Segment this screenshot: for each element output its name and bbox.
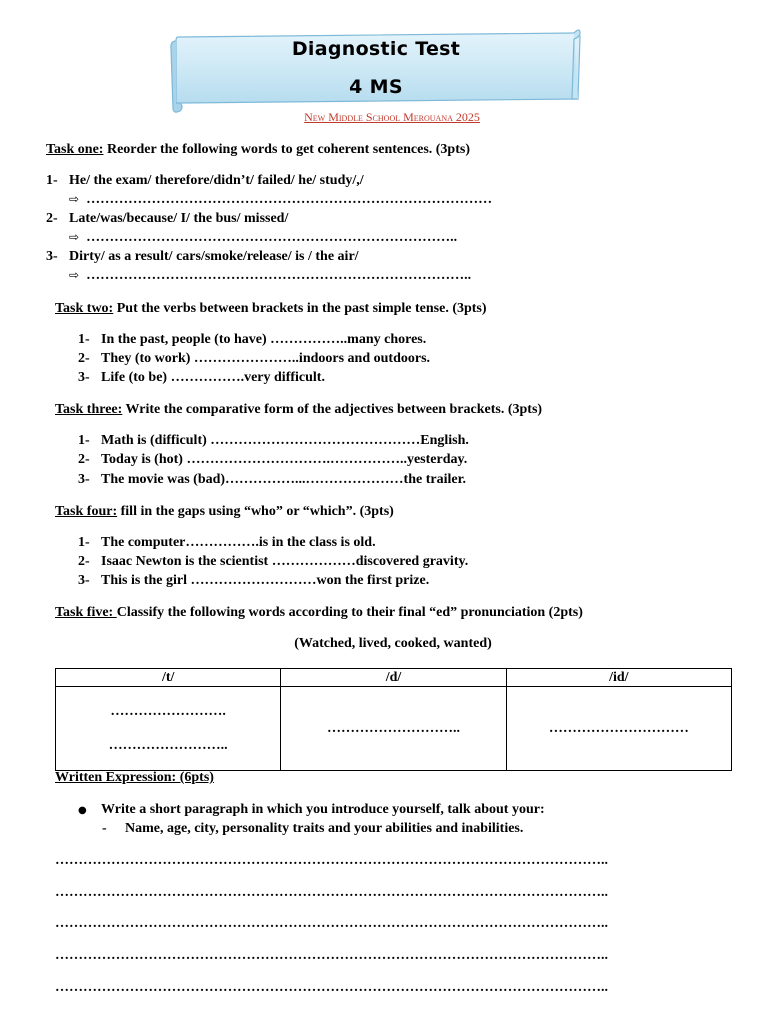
task-one-item [46, 211, 289, 227]
item-text: This is the girl ………………………won the first prize. [101, 573, 430, 588]
task-two-item [78, 351, 431, 367]
task-one-answer-line [69, 230, 457, 246]
answer-dots: …………………….. [108, 737, 228, 753]
item-number: 3- [78, 573, 90, 588]
item-text: Math is (difficult) ………………………………………English. [101, 433, 469, 448]
task-five-label: Task five: [55, 605, 117, 620]
task-three-instruction: Write the comparative form of the adjectives between brackets. (3pts) [122, 402, 543, 417]
item-number: 2- [78, 554, 90, 569]
answer-dots: …………………………………………………………………………… [86, 192, 493, 207]
sub-item [102, 821, 524, 837]
task-three-heading [55, 402, 542, 418]
item-number: 1- [78, 332, 90, 347]
task-two-item [78, 332, 427, 348]
task-five-instruction: Classify the following words according to their final “ed” pronunciation (2pts) [116, 605, 583, 620]
column-header-d: /d/ [281, 669, 506, 687]
item-number: 3- [78, 472, 90, 487]
item-number: 3- [46, 249, 58, 264]
pronunciation-table [55, 668, 732, 771]
table-row [56, 687, 732, 771]
task-four-item [78, 554, 469, 570]
item-text: Dirty/ as a result/ cars/smoke/release/ is / the air/ [69, 249, 359, 264]
column-header-t: /t/ [56, 669, 281, 687]
task-four-item [78, 573, 430, 589]
answer-dots: …………………………………………………………………….. [86, 230, 458, 245]
item-text: Life (to be) …………….very difficult. [101, 370, 325, 385]
writing-line[interactable]: ……………………………………………………………………………………………………….. [55, 853, 608, 868]
bullet-text: Write a short paragraph in which you introduce yourself, talk about your: [101, 802, 545, 817]
task-one-instruction: Reorder the following words to get coherent sentences. (3pts) [103, 142, 470, 157]
task-one-answer-line [69, 268, 471, 284]
page-title: Diagnostic Test [291, 38, 461, 60]
table-header-row [56, 669, 732, 687]
written-expression-heading: Written Expression: (6pts) [55, 770, 214, 785]
task-two-item [78, 370, 325, 386]
task-one-heading [46, 142, 470, 158]
column-header-id: /id/ [506, 669, 731, 687]
writing-line[interactable]: ……………………………………………………………………………………………………….. [55, 980, 608, 995]
bullet-icon: ● [78, 805, 87, 816]
task-four-label: Task four: [55, 504, 118, 519]
school-name: New Middle School Merouana 2025 [304, 110, 480, 124]
item-text: They (to work) …………………..indoors and outdoors. [101, 351, 431, 366]
item-text: Late/was/because/ I/ the bus/ missed/ [69, 211, 289, 226]
writing-line[interactable]: ……………………………………………………………………………………………………….. [55, 916, 608, 931]
item-number: 2- [78, 351, 90, 366]
arrow-right-icon: ⇨ [69, 268, 80, 282]
task-one-answer-line [69, 192, 492, 208]
item-number: 1- [46, 173, 58, 188]
dash-marker: - [102, 821, 107, 836]
writing-line[interactable]: ……………………………………………………………………………………………………….. [55, 885, 608, 900]
table-cell-t[interactable] [56, 687, 281, 771]
task-two-heading [55, 301, 487, 317]
sub-item-text: Name, age, city, personality traits and your abilities and inabilities. [125, 821, 524, 836]
table-cell-d[interactable] [281, 687, 506, 771]
bullet-item [78, 802, 545, 818]
class-level: 4 MS [349, 76, 403, 98]
item-text: He/ the exam/ therefore/didn’t/ failed/ he/ study/,/ [69, 173, 364, 188]
item-number: 1- [78, 535, 90, 550]
task-two-instruction: Put the verbs between brackets in the past simple tense. (3pts) [113, 301, 487, 316]
item-number: 1- [78, 433, 90, 448]
item-number: 3- [78, 370, 90, 385]
item-text: Today is (hot) ………………………….……………..yesterday. [101, 452, 468, 467]
task-three-item [78, 472, 467, 488]
task-four-item [78, 535, 376, 551]
writing-line[interactable]: ……………………………………………………………………………………………………….. [55, 948, 608, 963]
item-number: 2- [46, 211, 58, 226]
arrow-right-icon: ⇨ [69, 230, 80, 244]
item-text: Isaac Newton is the scientist ………………discovered gravity. [101, 554, 469, 569]
table-cell-id[interactable] [506, 687, 731, 771]
item-text: In the past, people (to have) ……………..many chores. [101, 332, 427, 347]
word-list: (Watched, lived, cooked, wanted) [294, 636, 492, 651]
task-five-heading [55, 605, 583, 621]
answer-dots: ……………………………………………………………………….. [86, 268, 472, 283]
answer-dots: ……………………. [110, 703, 226, 719]
item-number: 2- [78, 452, 90, 467]
answer-dots: ………………………… [548, 720, 689, 736]
item-text: The computer…………….is in the class is old. [101, 535, 376, 550]
task-three-item [78, 433, 469, 449]
task-four-instruction: fill in the gaps using “who” or “which”. (3pts) [117, 504, 394, 519]
task-two-label: Task two: [55, 301, 114, 316]
task-one-label: Task one: [46, 142, 104, 157]
task-one-item [46, 173, 364, 189]
task-four-heading [55, 504, 394, 520]
answer-dots: ……………………….. [326, 720, 460, 736]
item-text: The movie was (bad)……………...…………………the trailer. [101, 472, 467, 487]
task-three-item [78, 452, 468, 468]
arrow-right-icon: ⇨ [69, 192, 80, 206]
task-three-label: Task three: [55, 402, 123, 417]
task-one-item [46, 249, 359, 265]
